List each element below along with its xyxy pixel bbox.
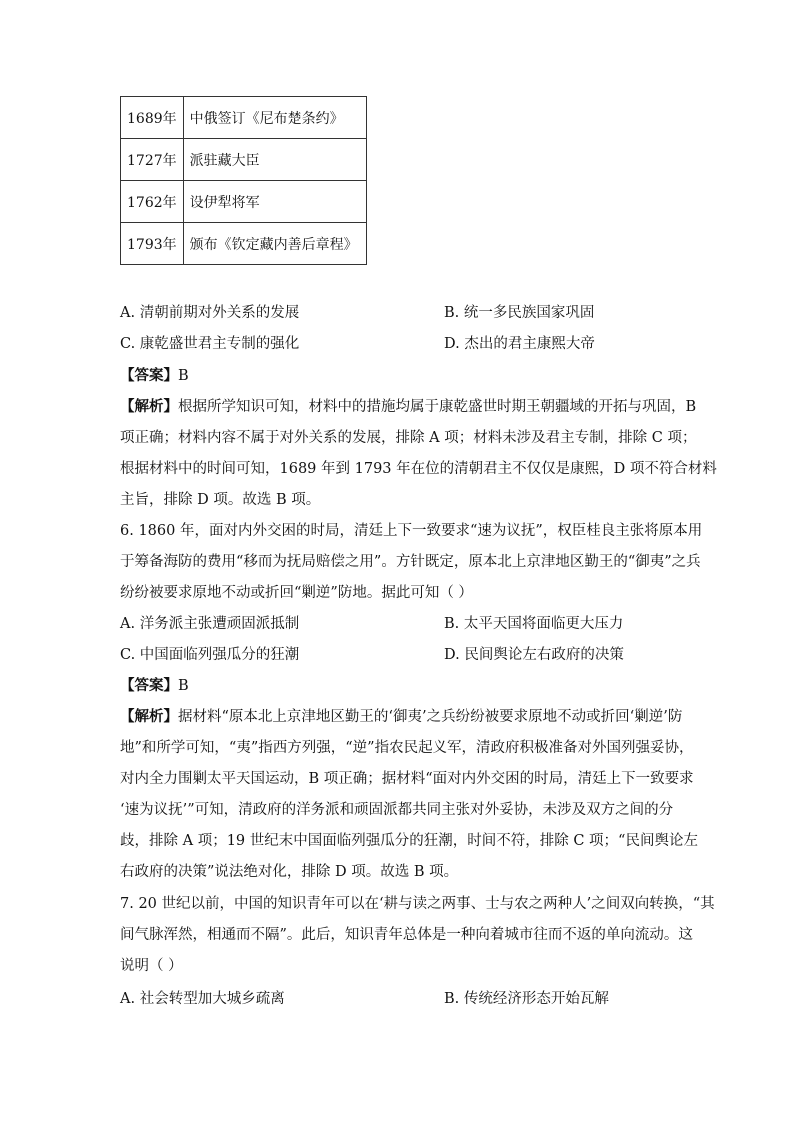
q6-stem-line: 于筹备海防的费用“移而为抚局赔偿之用”。方针既定，原本北上京津地区勤王的“御夷”之兵 bbox=[120, 554, 701, 570]
q6-analysis-line: 地”和所学可知，“夷”指西方列强，“逆”指农民起义军，清政府积极准备对外国列强妥协， bbox=[120, 740, 694, 756]
table-cell-event: 颁布《钦定藏内善后章程》 bbox=[183, 223, 366, 265]
q6-option-a: A. 洋务派主张遭顽固派抵制 bbox=[120, 616, 300, 632]
q5-analysis-line: 主旨，排除 D 项。故选 B 项。 bbox=[120, 492, 321, 508]
q5-analysis-line bbox=[120, 397, 696, 417]
q5-answer bbox=[120, 366, 189, 386]
q6-stem-line: 纷纷被要求原地不动或折回“剿逆”防地。据此可知（ ） bbox=[120, 585, 473, 601]
table-cell-year: 1689年 bbox=[121, 97, 184, 139]
table-cell-event: 中俄签订《尼布楚条约》 bbox=[183, 97, 366, 139]
answer-label: 【答案】 bbox=[120, 677, 178, 694]
table-row bbox=[121, 181, 367, 223]
q6-stem-line: 6. 1860 年，面对内外交困的时局，清廷上下一致要求“速为议抚”，权臣桂良主张将原本用 bbox=[120, 523, 703, 539]
answer-value: B bbox=[178, 678, 189, 694]
table-row bbox=[121, 97, 367, 139]
table-cell-year: 1762年 bbox=[121, 181, 184, 223]
q6-analysis-line: 右政府的决策”说法绝对化，排除 D 项。故选 B 项。 bbox=[120, 864, 459, 880]
q5-option-b: B. 统一多民族国家巩固 bbox=[444, 305, 595, 321]
analysis-label: 【解析】 bbox=[120, 708, 178, 725]
table-cell-event: 派驻藏大臣 bbox=[183, 139, 366, 181]
q7-stem-line: 间气脉浑然，相通而不隔”。此后，知识青年总体是一种向着城市往而不返的单向流动。这 bbox=[120, 927, 693, 943]
q5-option-a: A. 清朝前期对外关系的发展 bbox=[120, 305, 300, 321]
analysis-text: 根据所学知识可知，材料中的措施均属于康乾盛世时期王朝疆域的开拓与巩固，B bbox=[178, 399, 697, 415]
table-row bbox=[121, 139, 367, 181]
answer-value: B bbox=[178, 368, 189, 384]
analysis-text: 据材料“原本北上京津地区勤王的‘御夷’之兵纷纷被要求原地不动或折回‘剿逆’防 bbox=[178, 709, 683, 725]
timeline-table bbox=[120, 96, 367, 265]
q6-option-c: C. 中国面临列强瓜分的狂潮 bbox=[120, 647, 300, 663]
q7-stem-line: 7. 20 世纪以前，中国的知识青年可以在‘耕与读之两事、士与农之两种人’之间双向转换，“其 bbox=[120, 896, 715, 912]
q6-analysis-line bbox=[120, 707, 682, 727]
q6-analysis-line: 歧，排除 A 项；19 世纪末中国面临列强瓜分的狂潮，时间不符，排除 C 项；“民间舆论左 bbox=[120, 833, 698, 849]
table-cell-year: 1793年 bbox=[121, 223, 184, 265]
q5-option-c: C. 康乾盛世君主专制的强化 bbox=[120, 336, 300, 352]
q6-answer bbox=[120, 676, 189, 696]
q7-option-b: B. 传统经济形态开始瓦解 bbox=[444, 991, 609, 1007]
table-cell-year: 1727年 bbox=[121, 139, 184, 181]
table-row bbox=[121, 223, 367, 265]
q5-analysis-line: 根据材料中的时间可知，1689 年到 1793 年在位的清朝君主不仅仅是康熙，D 项不符合材料 bbox=[120, 461, 717, 477]
q5-option-d: D. 杰出的君主康熙大帝 bbox=[444, 336, 595, 352]
answer-label: 【答案】 bbox=[120, 367, 178, 384]
q6-option-b: B. 太平天国将面临更大压力 bbox=[444, 616, 624, 632]
q6-option-d: D. 民间舆论左右政府的决策 bbox=[444, 647, 624, 663]
q7-option-a: A. 社会转型加大城乡疏离 bbox=[120, 991, 285, 1007]
q7-stem-line: 说明（ ） bbox=[120, 958, 183, 974]
analysis-label: 【解析】 bbox=[120, 398, 178, 415]
q6-analysis-line: ‘速为议抚’”可知，清政府的洋务派和顽固派都共同主张对外妥协，未涉及双方之间的分 bbox=[120, 802, 674, 818]
table-cell-event: 设伊犁将军 bbox=[183, 181, 366, 223]
q5-analysis-line: 项正确；材料内容不属于对外关系的发展，排除 A 项；材料未涉及君主专制，排除 C 项； bbox=[120, 430, 697, 446]
q6-analysis-line: 对内全力围剿太平天国运动，B 项正确；据材料“面对内外交困的时局，清廷上下一致要求 bbox=[120, 771, 694, 787]
